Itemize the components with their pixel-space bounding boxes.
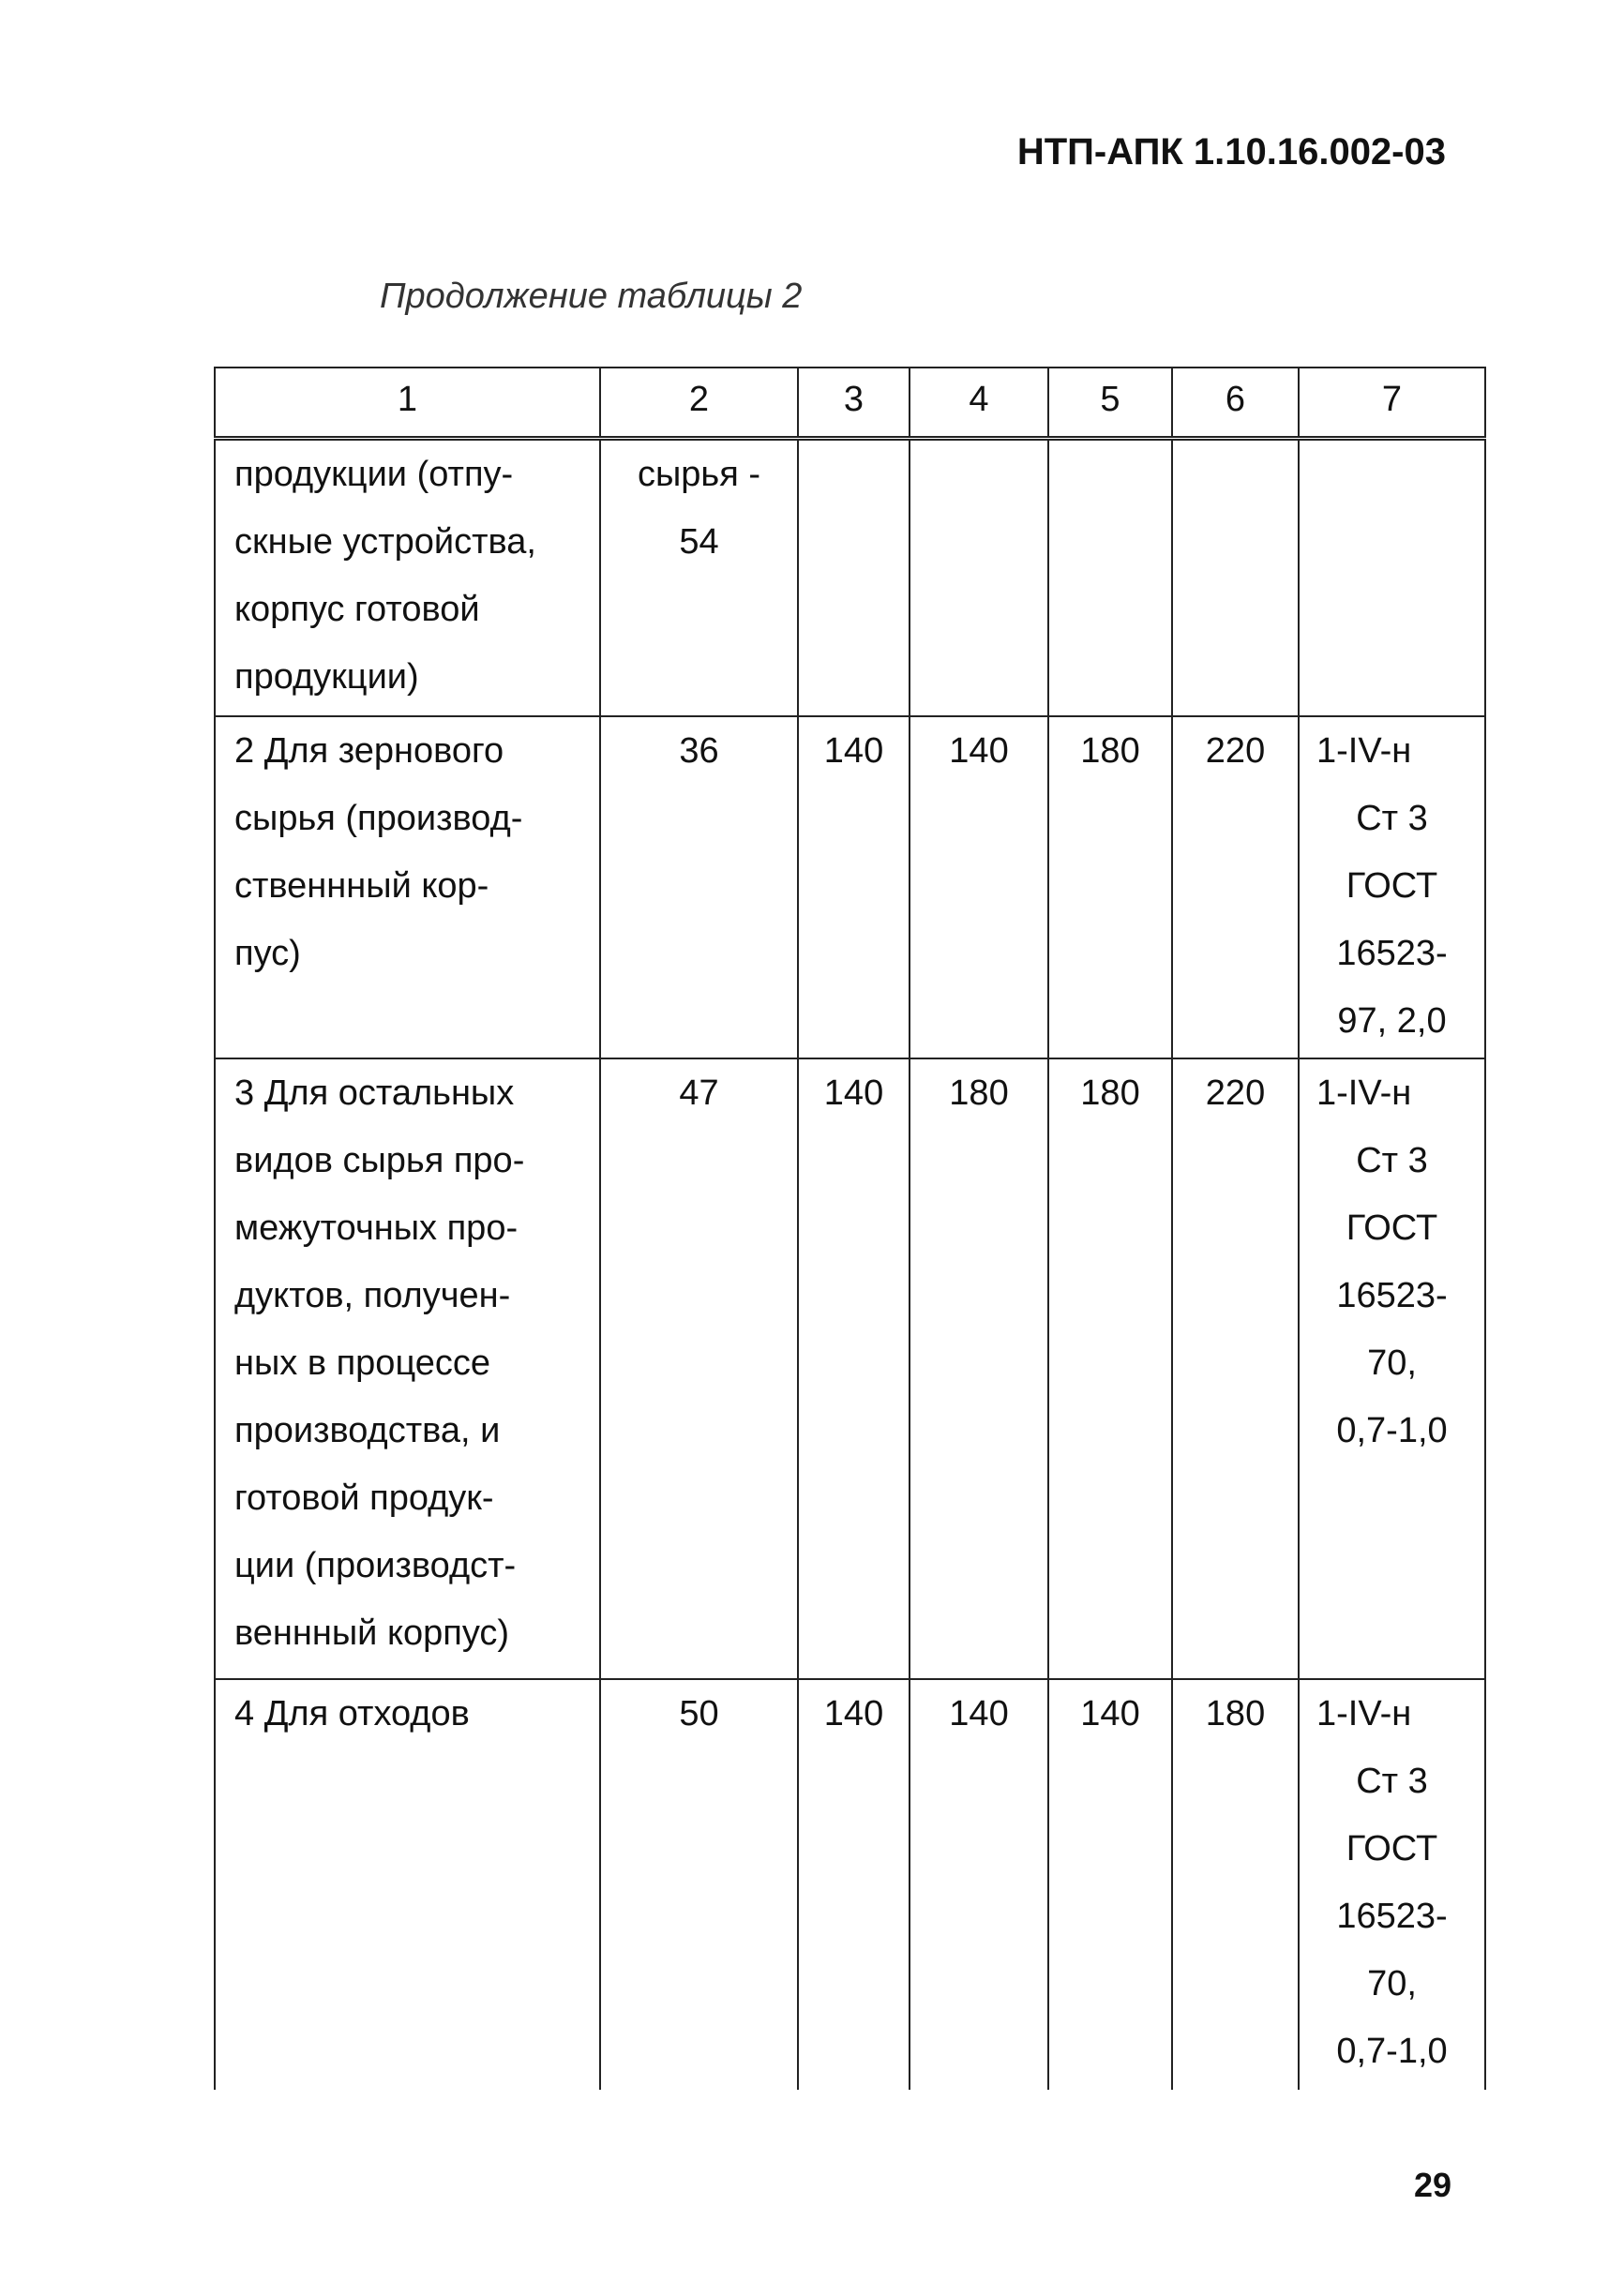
cell-text-line: корпус готовой bbox=[234, 590, 480, 629]
cell-text-line: 180 bbox=[1205, 1693, 1266, 1733]
table-cell-c5 bbox=[1048, 716, 1172, 1058]
cell-text-line: 140 bbox=[1080, 1693, 1140, 1733]
cell-text-line: 2 Для зернового bbox=[234, 730, 504, 771]
cell-text-line: ГОСТ bbox=[1346, 865, 1438, 906]
cell-text-line: скные устройства, bbox=[234, 522, 536, 562]
cell-text-line: межуточных про- bbox=[234, 1208, 519, 1248]
page-number: 29 bbox=[1414, 2166, 1452, 2204]
table-cell-c2 bbox=[600, 716, 798, 1058]
column-header-4: 4 bbox=[910, 368, 1048, 439]
column-header-2: 2 bbox=[600, 368, 798, 439]
table-cell-c2 bbox=[600, 1679, 798, 2090]
cell-text-line: 36 bbox=[679, 730, 719, 771]
cell-text-line: 47 bbox=[679, 1073, 719, 1113]
cell-text-line: 0,7-1,0 bbox=[1336, 1410, 1448, 1450]
cell-text-line: ГОСТ bbox=[1346, 1208, 1438, 1248]
cell-text-line: дуктов, получен- bbox=[234, 1275, 511, 1315]
table-cell-c4 bbox=[910, 1679, 1048, 2090]
cell-text-line: сырья - bbox=[637, 455, 761, 494]
table-cell-c3 bbox=[798, 1679, 910, 2090]
column-header-7: 7 bbox=[1299, 368, 1485, 439]
cell-text-line: пус) bbox=[234, 933, 301, 973]
table-cell-c3 bbox=[798, 716, 910, 1058]
cell-text-line: 50 bbox=[679, 1693, 719, 1733]
table-cell-c7 bbox=[1299, 1679, 1485, 2090]
table-cell-c5 bbox=[1048, 1679, 1172, 2090]
cell-text-line: 140 bbox=[949, 1693, 1009, 1733]
cell-text-line: 16523- bbox=[1336, 1896, 1448, 1936]
table-cell-c6 bbox=[1172, 716, 1299, 1058]
cell-text-line: 16523- bbox=[1336, 933, 1448, 973]
cell-text-line: 1-IV-н bbox=[1316, 1073, 1412, 1113]
cell-text-line: 70, bbox=[1367, 1963, 1417, 2003]
table-row bbox=[215, 1058, 1485, 1679]
cell-text-line: 3 Для остальных bbox=[234, 1073, 515, 1113]
table-cell-c6 bbox=[1172, 1679, 1299, 2090]
table-cell-c1 bbox=[215, 1058, 600, 1679]
cell-text-line: 70, bbox=[1367, 1343, 1417, 1383]
cell-text-line: 16523- bbox=[1336, 1275, 1448, 1315]
cell-text-line: 220 bbox=[1205, 1073, 1266, 1113]
table-cell-c2 bbox=[600, 439, 798, 716]
cell-text-line: Ст 3 bbox=[1356, 1140, 1428, 1180]
table-cell-c3 bbox=[798, 439, 910, 716]
cell-text-line: 220 bbox=[1205, 730, 1266, 771]
cell-text-line: веннный корпус) bbox=[234, 1613, 510, 1653]
cell-text-line: 140 bbox=[823, 1693, 884, 1733]
cell-text-line: 0,7-1,0 bbox=[1336, 2031, 1448, 2071]
table-header-row bbox=[215, 368, 1485, 439]
table-cell-c5 bbox=[1048, 1058, 1172, 1679]
cell-text-line: сырья (производ- bbox=[234, 798, 523, 838]
cell-text-line: 140 bbox=[949, 730, 1009, 771]
table-row bbox=[215, 439, 1485, 716]
cell-text-line: 1-IV-н bbox=[1316, 1693, 1412, 1733]
table-cell-c7 bbox=[1299, 716, 1485, 1058]
cell-text-line: видов сырья про- bbox=[234, 1140, 525, 1180]
table-cell-c1 bbox=[215, 1679, 600, 2090]
cell-text-line: ции (производст- bbox=[234, 1545, 517, 1585]
column-header-5: 5 bbox=[1048, 368, 1172, 439]
document-code: НТП-АПК 1.10.16.002-03 bbox=[1016, 131, 1446, 173]
cell-text-line: Ст 3 bbox=[1356, 798, 1428, 838]
table-cell-c4 bbox=[910, 1058, 1048, 1679]
column-header-3: 3 bbox=[798, 368, 910, 439]
cell-text-line: ственнный кор- bbox=[234, 865, 489, 906]
cell-text-line: 4 Для отходов bbox=[234, 1693, 470, 1733]
table-cell-c1 bbox=[215, 716, 600, 1058]
cell-text-line: 180 bbox=[1080, 1073, 1140, 1113]
cell-text-line: продукции (отпу- bbox=[234, 455, 514, 494]
cell-text-line: 180 bbox=[1080, 730, 1140, 771]
table-cell-c7 bbox=[1299, 439, 1485, 716]
table-row bbox=[215, 716, 1485, 1058]
column-header-1: 1 bbox=[215, 368, 600, 439]
cell-text-line: ных в процессе bbox=[234, 1343, 491, 1383]
table-cell-c4 bbox=[910, 716, 1048, 1058]
cell-text-line: 140 bbox=[823, 730, 884, 771]
table-cell-c5 bbox=[1048, 439, 1172, 716]
table-cell-c6 bbox=[1172, 439, 1299, 716]
cell-text-line: ГОСТ bbox=[1346, 1828, 1438, 1868]
table-cell-c6 bbox=[1172, 1058, 1299, 1679]
table-cell-c3 bbox=[798, 1058, 910, 1679]
table-cell-c7 bbox=[1299, 1058, 1485, 1679]
table-cell-c2 bbox=[600, 1058, 798, 1679]
cell-text-line: готовой продук- bbox=[234, 1478, 494, 1518]
cell-text-line: 1-IV-н bbox=[1316, 730, 1412, 771]
cell-text-line: 54 bbox=[679, 522, 719, 562]
table-caption: Продолжение таблицы 2 bbox=[380, 277, 803, 316]
table-cell-c1 bbox=[215, 439, 600, 716]
column-header-6: 6 bbox=[1172, 368, 1299, 439]
cell-text-line: 140 bbox=[823, 1073, 884, 1113]
cell-text-line: 97, 2,0 bbox=[1337, 1000, 1447, 1041]
specification-table bbox=[214, 367, 1486, 2090]
cell-text-line: производства, и bbox=[234, 1410, 501, 1450]
cell-text-line: продукции) bbox=[234, 657, 419, 697]
table-cell-c4 bbox=[910, 439, 1048, 716]
cell-text-line: Ст 3 bbox=[1356, 1761, 1428, 1801]
table-row bbox=[215, 1679, 1485, 2090]
cell-text-line: 180 bbox=[949, 1073, 1009, 1113]
